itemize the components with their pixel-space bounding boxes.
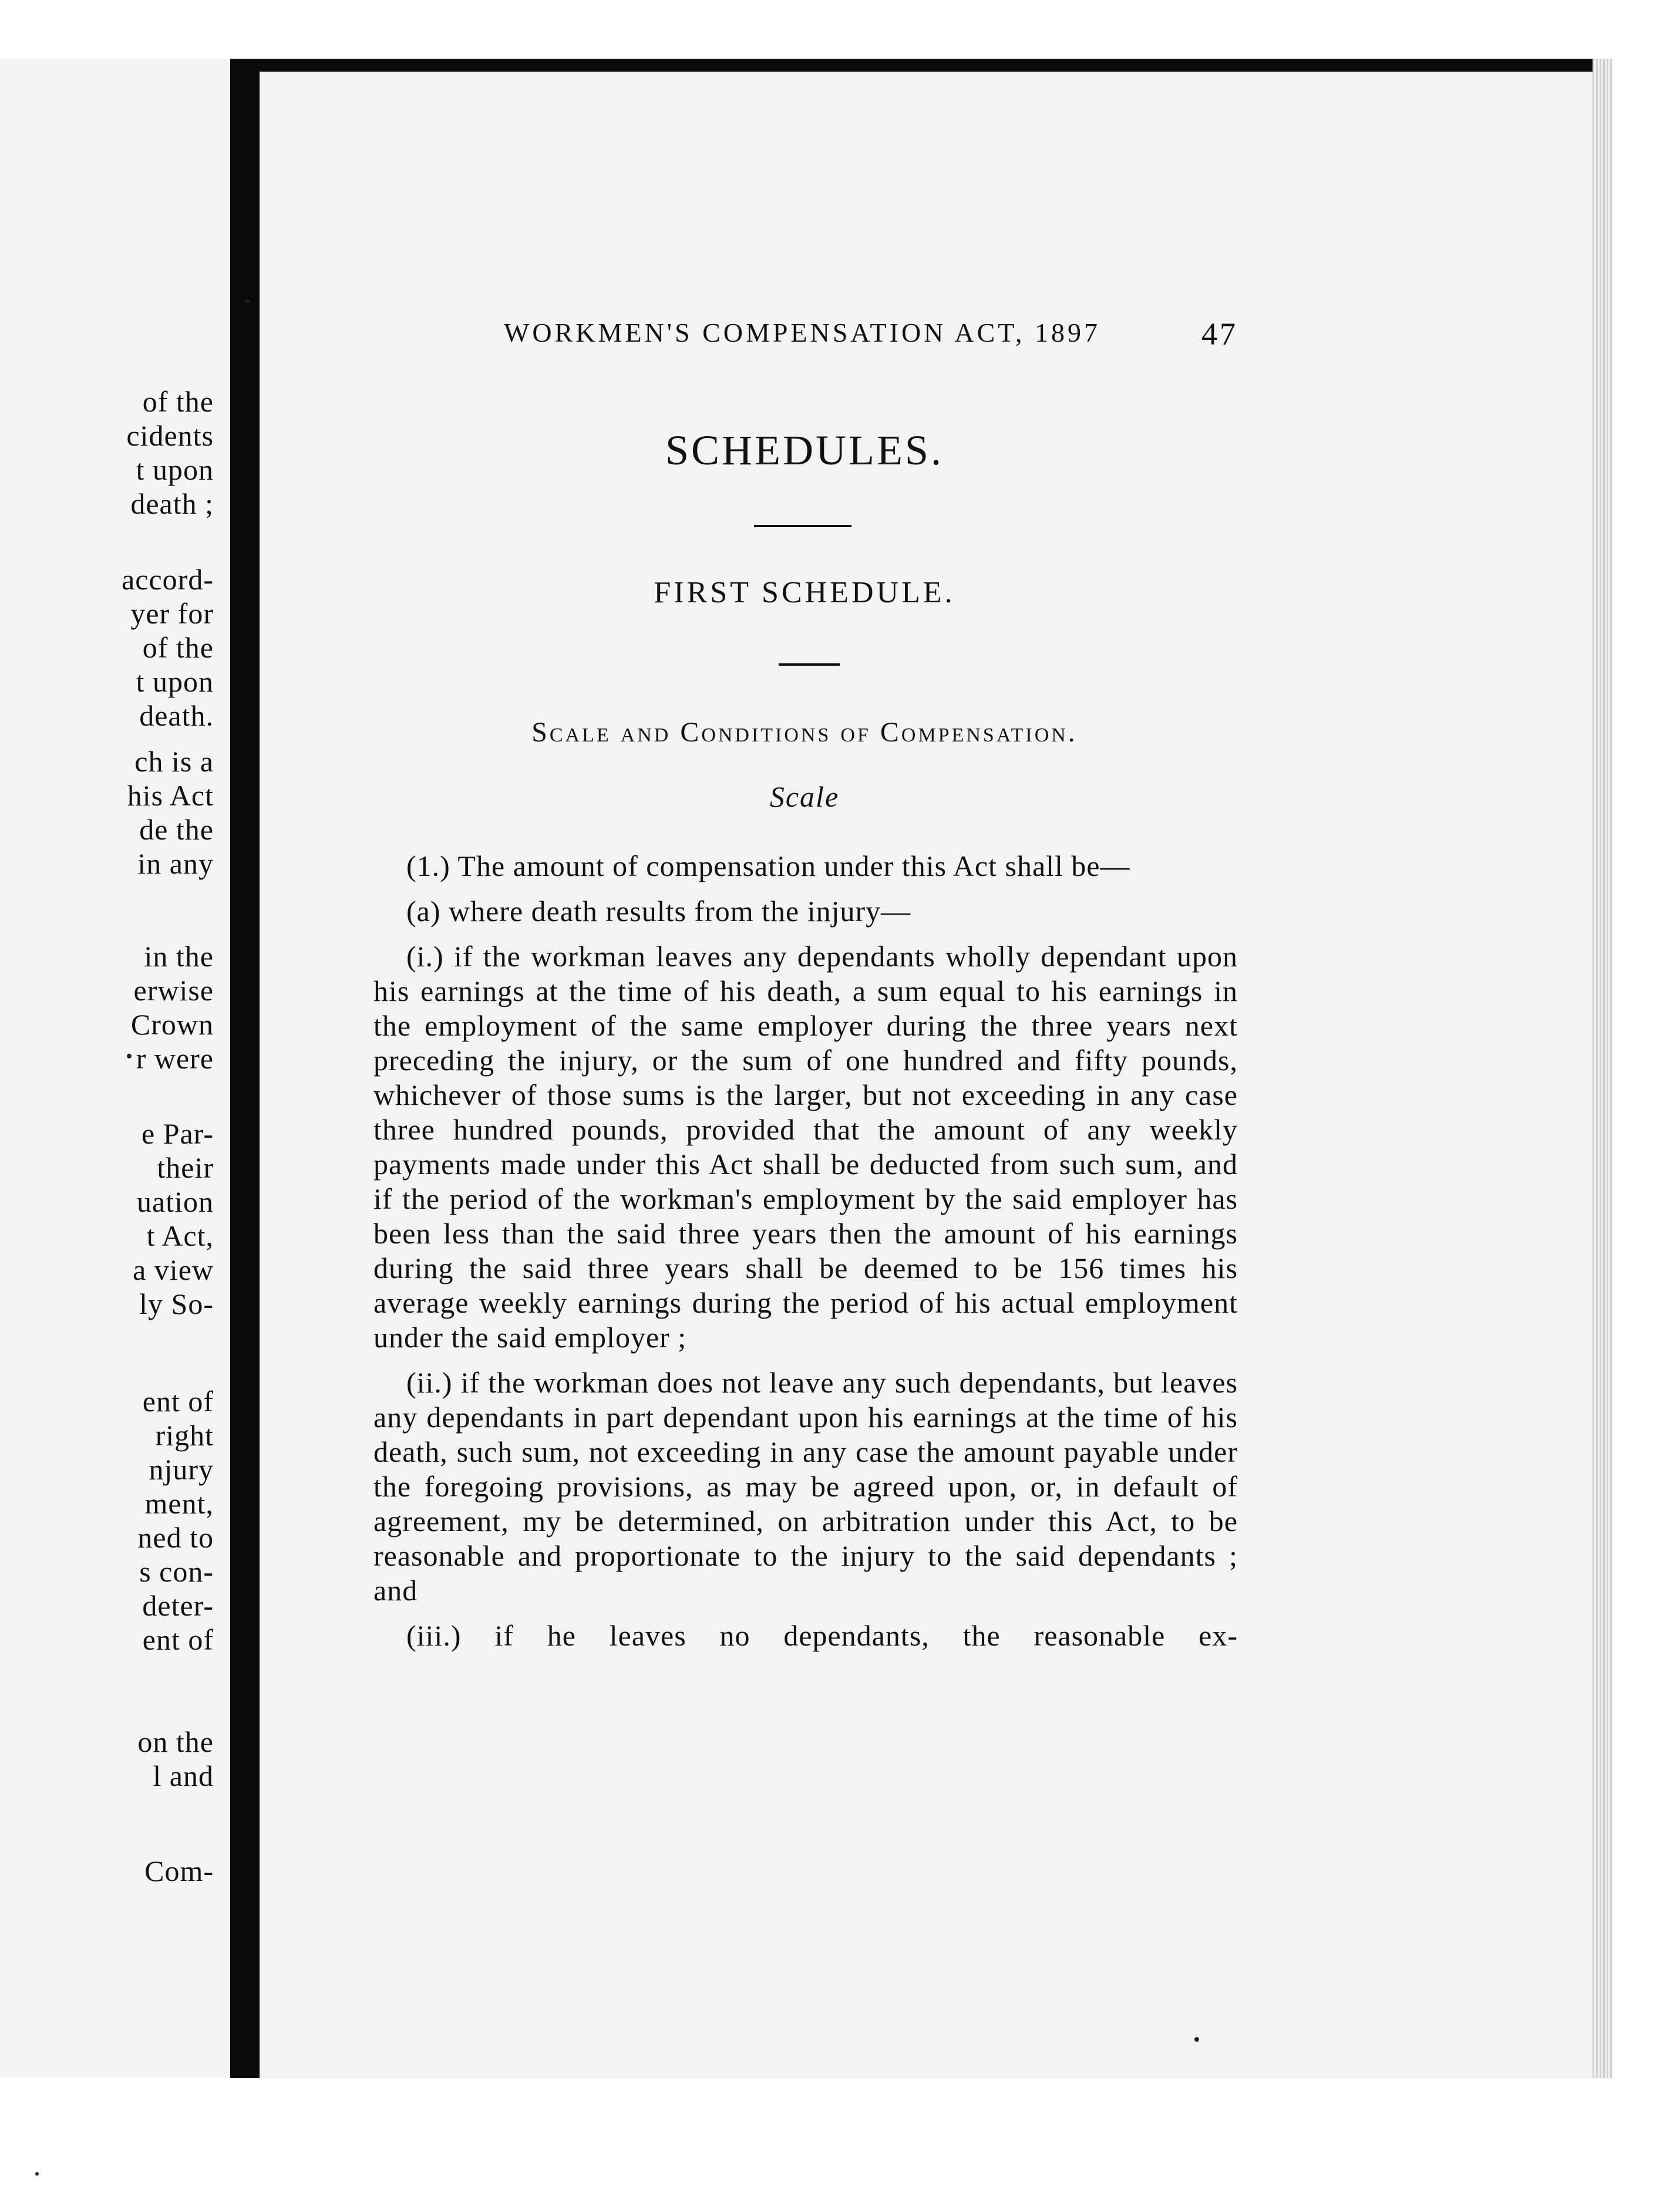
left-page-line: e Par- [142, 1117, 214, 1150]
left-page-line: ly So- [139, 1287, 214, 1320]
scale-subheading: Scale [769, 780, 840, 813]
left-page-line: ent of [142, 1623, 214, 1656]
left-page-line: njury [149, 1453, 214, 1486]
left-page-line: ch is a [134, 745, 214, 778]
left-page-line: uation [137, 1185, 214, 1218]
paragraph-iii: (iii.) if he leaves no dependants, the reasonable ex- [406, 1619, 1238, 1652]
left-page-line: right [155, 1419, 214, 1452]
scan-speck [244, 299, 250, 303]
left-page-line: his Act [127, 779, 214, 812]
left-page-line: ent of [142, 1385, 214, 1418]
left-page-line: l and [153, 1759, 214, 1792]
left-page-line: de the [139, 813, 214, 846]
page-stack-edge [1593, 59, 1612, 2078]
left-page-line: s con- [139, 1555, 214, 1588]
scan-speck [127, 1054, 132, 1058]
paragraph-a: (a) where death results from the injury— [406, 895, 911, 928]
paragraph-i: (i.) if the workman leaves any dependants wholly dependant upon his earnings at the time of his death, a sum equal to his earnings in the employment of the same employer during the three years next preceding the injury, or the sum of one hundred and fifty pounds, whichever of those sums is the larger, but not exceeding in any case three hundred pounds, provided that the amount of any weekly payments made under this Act shall be deducted from such sum, and if the period of the workman's employment by the said employer has been less than the said three years then the amount of his earnings during the said three years shall be deemed to be 156 times his average weekly earnings during the period of his actual employment under the said employer ; [373, 940, 1238, 1354]
left-page-line: ment, [144, 1487, 214, 1520]
left-page-line: their [157, 1151, 214, 1184]
schedule-body [373, 849, 1238, 1664]
running-head-title: WORKMEN'S COMPENSATION ACT, 1897 [504, 318, 1100, 348]
book-gutter [230, 59, 260, 2078]
left-page-line: cidents [126, 419, 214, 452]
left-page-line: of the [142, 631, 214, 664]
left-page-line: r were [136, 1042, 214, 1075]
left-page-line: death. [139, 699, 214, 732]
scale-and-conditions-heading: Scale and Conditions of Compensation. [531, 717, 1078, 748]
section-rule [779, 663, 840, 666]
scan-bottom-margin [0, 2078, 1663, 2212]
left-page-line: in any [137, 847, 214, 880]
schedules-heading: SCHEDULES. [665, 427, 944, 474]
left-page-line: accord- [122, 563, 214, 596]
scan-speck [35, 2172, 39, 2176]
left-page-line: of the [142, 385, 214, 418]
page-number: 47 [1201, 316, 1238, 352]
scan-speck [1194, 2037, 1199, 2042]
left-page-line: erwise [133, 974, 214, 1007]
left-page-line: deter- [142, 1589, 214, 1622]
left-page-line: yer for [130, 597, 214, 630]
left-page-line: t Act, [146, 1219, 214, 1252]
left-page-line: death ; [130, 487, 214, 520]
left-page-line: t upon [136, 453, 214, 486]
scan-top-edge [230, 59, 1593, 72]
left-page-line: in the [144, 940, 214, 973]
left-page-line: Com- [144, 1854, 214, 1887]
paragraph-1: (1.) The amount of compensation under this Act shall be— [406, 849, 1130, 882]
left-page-line: ned to [137, 1521, 214, 1554]
first-schedule-heading: FIRST SCHEDULE. [654, 576, 955, 609]
left-page-line: Crown [130, 1008, 214, 1041]
paragraph-ii: (ii.) if the workman does not leave any such dependants, but leaves any dependants in part dependant upon his earnings at the time of his death, such sum, not exceeding in any case the amount payable under the foregoing provisions, as may be agreed upon, or, in default of agreement, my be determined, on arbitration under this Act, to be reasonable and proportionate to the injury to the said dependants ; and [373, 1366, 1238, 1607]
left-page-line: t upon [136, 665, 214, 698]
facing-page-fragment [0, 59, 230, 2078]
left-page-line: a view [133, 1253, 214, 1286]
left-page-line: on the [137, 1725, 214, 1758]
section-rule [754, 525, 851, 527]
